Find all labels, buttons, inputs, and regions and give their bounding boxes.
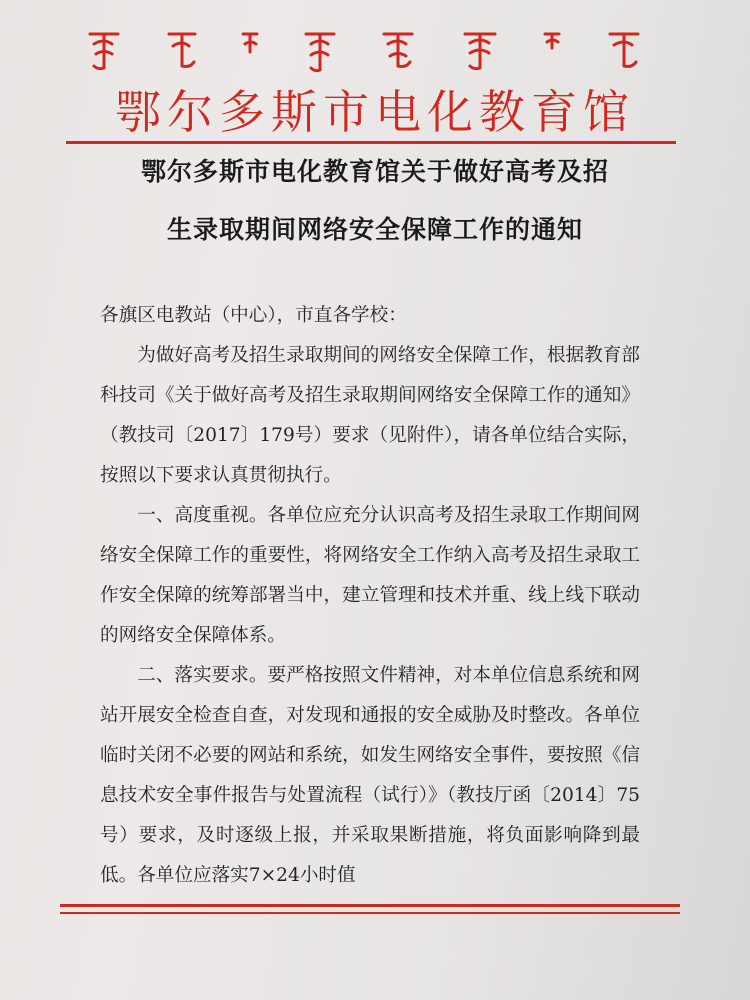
mongolian-word-glyph — [378, 28, 418, 72]
org-name-heading: 鄂尔多斯市电化教育馆 — [115, 85, 635, 139]
paragraph-section-one: 一、高度重视。各单位应充分认识高考及招生录取工作期间网络安全保障工作的重要性，将网络安全工作纳入高考及招生录取工作安全保障的统筹部署当中，建立管理和技术并重、线上线下联动的网络安全保障体系。 — [100, 505, 640, 646]
paragraph-intro: 为做好高考及招生录取期间的网络安全保障工作，根据教育部科技司《关于做好高考及招生录取期间网络安全保障工作的通知》（教技司〔2017〕179号）要求（见附件），请各单位结合实际，按照以下要求认真贯彻执行。 — [100, 345, 640, 486]
mongolian-word-glyph — [302, 28, 338, 74]
mongolian-word-glyph — [165, 28, 199, 72]
document-title-line-2: 生录取期间网络安全保障工作的通知 — [166, 215, 583, 244]
header-red-rule — [66, 141, 676, 144]
mongolian-script-header — [84, 28, 644, 76]
footer-red-rule-bottom — [60, 912, 680, 914]
paragraph-section-two: 二、落实要求。要严格按照文件精神，对本单位信息系统和网站开展安全检查自查，对发现和通报的安全威胁及时整改。各单位临时关闭不必要的网站和系统，如发生网络安全事件，要按照《信息技术安全事件报告与处置流程（试行）》（教技厅函〔2014〕75号）要求，及时逐级上报，并采取果断措施，将负面影响降到最低。各单位应落实7×24小时值 — [100, 665, 640, 886]
mongolian-word-glyph — [459, 28, 501, 72]
mongolian-word-glyph — [541, 28, 563, 54]
salutation: 各旗区电教站（中心），市直各学校： — [100, 305, 407, 326]
mongolian-word-glyph — [239, 28, 261, 58]
mongolian-word-glyph — [604, 28, 644, 72]
mongolian-word-glyph — [84, 28, 124, 72]
document-title-line-1: 鄂尔多斯市电化教育馆关于做好高考及招 — [140, 157, 609, 186]
footer-red-rule-top — [60, 904, 680, 907]
document-body — [100, 296, 640, 896]
